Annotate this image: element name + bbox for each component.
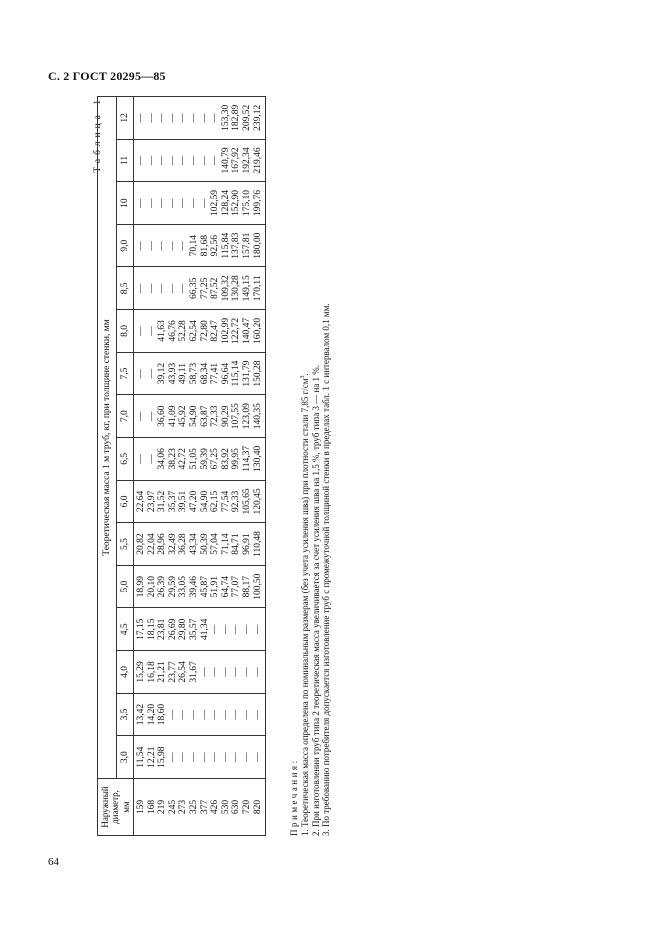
mass-cell: 90,29 — [221, 395, 232, 438]
mass-cell: — — [157, 182, 168, 225]
mass-cell: — — [221, 651, 232, 694]
notes — [289, 96, 332, 836]
mass-cell: 18,15 — [147, 608, 158, 651]
thickness-header: 5,5 — [117, 523, 134, 566]
thickness-header: 3,5 — [117, 693, 134, 736]
mass-cell: 157,81 — [242, 224, 253, 267]
diameter-header — [98, 779, 134, 836]
mass-cell: 100,50 — [253, 565, 266, 608]
mass-cell: — — [157, 97, 168, 140]
mass-cell: — — [178, 182, 189, 225]
mass-cell: — — [231, 651, 242, 694]
mass-cell: — — [168, 267, 179, 310]
mass-cell: — — [147, 352, 158, 395]
diameter-cell: 245 — [168, 779, 179, 836]
mass-cell: 20,82 — [134, 523, 147, 566]
table-row — [168, 97, 179, 836]
mass-cell: 175,10 — [242, 182, 253, 225]
mass-cell: 67,25 — [210, 438, 221, 481]
mass-cell: — — [178, 267, 189, 310]
mass-cell: — — [200, 182, 211, 225]
mass-cell: — — [168, 97, 179, 140]
mass-cell: 92,33 — [231, 480, 242, 523]
thickness-header: 4,0 — [117, 651, 134, 694]
diameter-header-line2: диаметр, — [110, 790, 121, 824]
mass-cell: 115,14 — [231, 352, 242, 395]
mass-cell: 82,47 — [210, 310, 221, 353]
diameter-cell: 426 — [210, 779, 221, 836]
mass-cell: — — [253, 651, 266, 694]
rotated-table-block — [93, 96, 358, 836]
mass-cell: 41,09 — [168, 395, 179, 438]
mass-cell: 88,17 — [242, 565, 253, 608]
mass-cell: 96,91 — [242, 523, 253, 566]
mass-cell: 209,52 — [242, 97, 253, 140]
mass-cell: 54,90 — [189, 395, 200, 438]
diameter-cell: 820 — [253, 779, 266, 836]
mass-cell: 22,04 — [147, 523, 158, 566]
table-row — [147, 97, 158, 836]
mass-cell: 29,59 — [168, 565, 179, 608]
table-row — [210, 97, 221, 836]
mass-cell: — — [134, 139, 147, 182]
mass-cell: — — [147, 97, 158, 140]
mass-cell: 149,15 — [242, 267, 253, 310]
mass-cell: — — [168, 139, 179, 182]
diameter-cell: 630 — [231, 779, 242, 836]
mass-cell: 219,46 — [253, 139, 266, 182]
mass-cell: 26,54 — [178, 651, 189, 694]
mass-cell: — — [134, 438, 147, 481]
mass-cell: 167,92 — [231, 139, 242, 182]
mass-cell: 35,57 — [189, 608, 200, 651]
mass-cell: — — [147, 310, 158, 353]
mass-cell: 39,46 — [189, 565, 200, 608]
mass-cell: 23,97 — [147, 480, 158, 523]
thickness-header: 10 — [117, 182, 134, 225]
note-1-end: . — [299, 373, 310, 376]
mass-cell: — — [134, 395, 147, 438]
table-row — [178, 97, 189, 836]
mass-cell: — — [189, 182, 200, 225]
mass-cell: — — [134, 267, 147, 310]
diameter-cell: 168 — [147, 779, 158, 836]
mass-cell: 31,67 — [189, 651, 200, 694]
mass-cell: 77,54 — [221, 480, 232, 523]
mass-cell: 28,96 — [157, 523, 168, 566]
mass-cell: 62,54 — [189, 310, 200, 353]
mass-cell: 122,72 — [231, 310, 242, 353]
mass-cell: — — [189, 736, 200, 779]
mass-cell: — — [134, 224, 147, 267]
mass-cell: 41,63 — [157, 310, 168, 353]
mass-cell: 99,95 — [231, 438, 242, 481]
mass-cell: 83,92 — [221, 438, 232, 481]
thickness-header: 12 — [117, 97, 134, 140]
mass-cell: 49,11 — [178, 352, 189, 395]
mass-cell: 39,12 — [157, 352, 168, 395]
mass-cell: 45,92 — [178, 395, 189, 438]
mass-cell: — — [147, 267, 158, 310]
mass-cell: — — [147, 395, 158, 438]
mass-cell: — — [221, 736, 232, 779]
mass-cell: 199,76 — [253, 182, 266, 225]
mass-cell: 22,64 — [134, 480, 147, 523]
mass-cell: — — [221, 693, 232, 736]
thickness-header: 5,0 — [117, 565, 134, 608]
mass-cell: 36,28 — [178, 523, 189, 566]
diameter-cell: 159 — [134, 779, 147, 836]
mass-cell: 33,05 — [178, 565, 189, 608]
mass-cell: 63,87 — [200, 395, 211, 438]
mass-cell: — — [231, 736, 242, 779]
mass-cell: 72,33 — [210, 395, 221, 438]
mass-cell: 66,35 — [189, 267, 200, 310]
diameter-cell: 530 — [221, 779, 232, 836]
mass-cell: 64,74 — [221, 565, 232, 608]
mass-cell: — — [168, 182, 179, 225]
mass-cell: 110,48 — [253, 523, 266, 566]
mass-cell: 109,32 — [221, 267, 232, 310]
mass-cell: 68,34 — [200, 352, 211, 395]
mass-cell: 131,79 — [242, 352, 253, 395]
mass-cell: — — [168, 224, 179, 267]
mass-cell: 153,30 — [221, 97, 232, 140]
diameter-header-line1: Наружный — [99, 786, 110, 828]
table-row — [200, 97, 211, 836]
mass-cell: 39,51 — [178, 480, 189, 523]
mass-cell: 123,09 — [242, 395, 253, 438]
mass-cell: — — [147, 182, 158, 225]
mass-cell: 42,72 — [178, 438, 189, 481]
mass-cell: — — [168, 736, 179, 779]
mass-cell: 130,28 — [231, 267, 242, 310]
mass-cell: 102,99 — [221, 310, 232, 353]
mass-cell: 31,52 — [157, 480, 168, 523]
mass-cell: — — [210, 139, 221, 182]
mass-cell: — — [178, 97, 189, 140]
table-row — [253, 97, 266, 836]
mass-cell: 43,93 — [168, 352, 179, 395]
mass-cell: 192,34 — [242, 139, 253, 182]
mass-cell: — — [253, 693, 266, 736]
mass-cell: 18,60 — [157, 693, 168, 736]
mass-cell: — — [178, 224, 189, 267]
note-1-sup: 3 — [299, 375, 306, 379]
table-row — [189, 97, 200, 836]
table-row — [242, 97, 253, 836]
mass-cell: — — [242, 693, 253, 736]
mass-cell: 180,00 — [253, 224, 266, 267]
mass-cell: 152,90 — [231, 182, 242, 225]
mass-cell: — — [210, 651, 221, 694]
mass-cell: 50,39 — [200, 523, 211, 566]
mass-table — [97, 96, 266, 836]
mass-cell: 51,05 — [189, 438, 200, 481]
mass-cell: — — [189, 139, 200, 182]
mass-cell: 115,84 — [221, 224, 232, 267]
note-3: 3. По требованию потребителя допускается изготовление труб с промежуточной толщиной стенки в пределах табл. 1 с интервалом 0,1 мм. — [321, 303, 332, 836]
mass-cell: — — [134, 352, 147, 395]
mass-cell: 239,12 — [253, 97, 266, 140]
mass-cell: — — [210, 97, 221, 140]
thickness-header: 6,5 — [117, 438, 134, 481]
thickness-header: 7,5 — [117, 352, 134, 395]
mass-cell: 20,10 — [147, 565, 158, 608]
mass-cell: — — [231, 693, 242, 736]
mass-cell: 107,55 — [231, 395, 242, 438]
mass-cell: — — [134, 182, 147, 225]
thickness-header: 8,0 — [117, 310, 134, 353]
mass-cell: 21,21 — [157, 651, 168, 694]
mass-cell: 34,06 — [157, 438, 168, 481]
mass-cell: — — [157, 267, 168, 310]
mass-cell: 57,04 — [210, 523, 221, 566]
mass-cell: — — [200, 693, 211, 736]
mass-cell: 16,18 — [147, 651, 158, 694]
mass-cell: 36,60 — [157, 395, 168, 438]
mass-cell: 32,49 — [168, 523, 179, 566]
thickness-header: 11 — [117, 139, 134, 182]
note-2: 2. При изготовлении труб типа 2 теоретическая масса увеличивается за счет усиления шва на 1,5 %, труб типа 3 — на 1 %. — [310, 364, 321, 836]
mass-cell: 18,99 — [134, 565, 147, 608]
mass-cell: 59,39 — [200, 438, 211, 481]
mass-cell: 87,52 — [210, 267, 221, 310]
mass-cell: — — [134, 97, 147, 140]
mass-cell: 140,79 — [221, 139, 232, 182]
thickness-header: 7,0 — [117, 395, 134, 438]
mass-cell: 41,34 — [200, 608, 211, 651]
mass-cell: 137,83 — [231, 224, 242, 267]
mass-cell: 71,14 — [221, 523, 232, 566]
mass-cell: — — [157, 224, 168, 267]
mass-cell: 62,15 — [210, 480, 221, 523]
mass-cell: 77,41 — [210, 352, 221, 395]
mass-cell: 114,37 — [242, 438, 253, 481]
mass-cell: — — [178, 736, 189, 779]
page-number: 64 — [48, 856, 59, 868]
mass-cell: 120,45 — [253, 480, 266, 523]
note-1 — [300, 96, 311, 836]
mass-cell: — — [242, 736, 253, 779]
mass-cell: 15,29 — [134, 651, 147, 694]
note-1-text: 1. Теоретическая масса определена по номинальным размерам (без учета усиления шва) при плотности стали 7,85 г/см — [299, 378, 310, 836]
mass-cell: 47,20 — [189, 480, 200, 523]
mass-cell: — — [210, 608, 221, 651]
mass-cell: 128,24 — [221, 182, 232, 225]
mass-cell: 12,21 — [147, 736, 158, 779]
diameter-cell: 377 — [200, 779, 211, 836]
mass-cell: — — [242, 608, 253, 651]
mass-cell: — — [200, 736, 211, 779]
mass-cell: 15,98 — [157, 736, 168, 779]
mass-cell: 130,40 — [253, 438, 266, 481]
mass-cell: 23,81 — [157, 608, 168, 651]
mass-cell: 102,59 — [210, 182, 221, 225]
table-row — [231, 97, 242, 836]
diameter-cell: 219 — [157, 779, 168, 836]
mass-cell: 14,20 — [147, 693, 158, 736]
mass-cell: — — [134, 310, 147, 353]
mass-cell: 35,37 — [168, 480, 179, 523]
mass-cell: 43,34 — [189, 523, 200, 566]
mass-cell: 13,42 — [134, 693, 147, 736]
mass-cell: 45,87 — [200, 565, 211, 608]
mass-cell: 17,15 — [134, 608, 147, 651]
mass-cell: — — [242, 651, 253, 694]
mass-cell: 150,28 — [253, 352, 266, 395]
thickness-header: 8,5 — [117, 267, 134, 310]
mass-cell: 140,35 — [253, 395, 266, 438]
mass-cell: 72,80 — [200, 310, 211, 353]
page-header: С. 2 ГОСТ 20295—85 — [48, 69, 166, 83]
mass-cell: 70,14 — [189, 224, 200, 267]
mass-cell: 170,11 — [253, 267, 266, 310]
mass-cell: 96,64 — [221, 352, 232, 395]
mass-cell: 29,80 — [178, 608, 189, 651]
mass-cell: — — [147, 438, 158, 481]
mass-cell: 81,68 — [200, 224, 211, 267]
diameter-header-line3: мм — [120, 801, 131, 813]
table-label: Таблица 1 — [93, 96, 103, 173]
mass-header: Теоретическая масса 1 м труб, кг, при толщине стенки, мм — [98, 97, 117, 779]
mass-cell: 140,47 — [242, 310, 253, 353]
mass-cell: 26,39 — [157, 565, 168, 608]
mass-cell: 54,90 — [200, 480, 211, 523]
mass-cell: — — [200, 97, 211, 140]
mass-cell: — — [210, 693, 221, 736]
mass-cell: — — [210, 736, 221, 779]
mass-cell: — — [168, 693, 179, 736]
mass-cell: 58,73 — [189, 352, 200, 395]
mass-cell: — — [221, 608, 232, 651]
thickness-header: 4,5 — [117, 608, 134, 651]
diameter-cell: 720 — [242, 779, 253, 836]
mass-cell: 38,23 — [168, 438, 179, 481]
mass-cell: 23,77 — [168, 651, 179, 694]
notes-heading: Примечания: — [289, 758, 299, 836]
mass-cell: 77,25 — [200, 267, 211, 310]
thickness-header: 6,0 — [117, 480, 134, 523]
mass-cell: — — [178, 693, 189, 736]
diameter-cell: 273 — [178, 779, 189, 836]
mass-cell: — — [200, 139, 211, 182]
mass-cell: 84,71 — [231, 523, 242, 566]
mass-cell: — — [147, 224, 158, 267]
diameter-cell: 325 — [189, 779, 200, 836]
mass-cell: 92,56 — [210, 224, 221, 267]
mass-cell: — — [157, 139, 168, 182]
thickness-header: 9,0 — [117, 224, 134, 267]
table-row — [134, 97, 147, 836]
mass-cell: — — [231, 608, 242, 651]
mass-cell: — — [189, 97, 200, 140]
mass-cell: 26,69 — [168, 608, 179, 651]
table-row — [221, 97, 232, 836]
mass-cell: — — [147, 139, 158, 182]
mass-cell: 11,54 — [134, 736, 147, 779]
mass-cell: — — [189, 693, 200, 736]
mass-cell: — — [200, 651, 211, 694]
mass-cell: 182,89 — [231, 97, 242, 140]
mass-cell: 51,91 — [210, 565, 221, 608]
table-row — [157, 97, 168, 836]
mass-cell: — — [253, 608, 266, 651]
mass-cell: 77,07 — [231, 565, 242, 608]
mass-cell: 52,28 — [178, 310, 189, 353]
mass-cell: 46,76 — [168, 310, 179, 353]
mass-cell: 160,20 — [253, 310, 266, 353]
mass-cell: 105,65 — [242, 480, 253, 523]
mass-cell: — — [253, 736, 266, 779]
mass-cell: — — [178, 139, 189, 182]
thickness-header: 3,0 — [117, 736, 134, 779]
